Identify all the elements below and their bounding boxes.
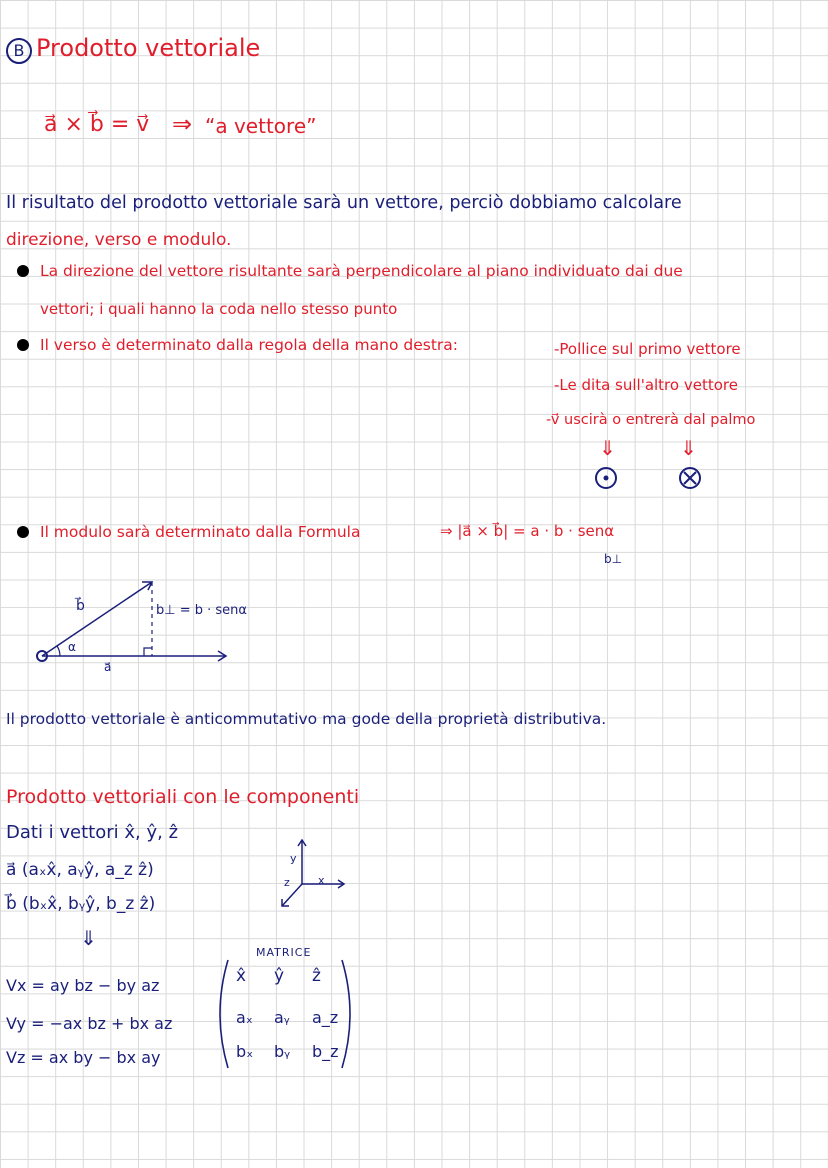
bullet-dot bbox=[17, 339, 29, 351]
matrix-cell: ẑ bbox=[312, 966, 321, 986]
bullet-dot bbox=[17, 265, 29, 277]
matrix-cell: bₓ bbox=[236, 1042, 254, 1061]
matrix-label: MATRICE bbox=[256, 946, 312, 959]
out-arrow: ⇓ bbox=[599, 436, 616, 460]
matrix-cell: bᵧ bbox=[274, 1042, 291, 1061]
diagram-b-label: b⃗ bbox=[76, 598, 85, 614]
matrix-cell: a_z bbox=[312, 1008, 339, 1027]
matrix-cell: x̂ bbox=[236, 966, 247, 986]
modulo-sub: b⊥ bbox=[604, 552, 623, 566]
components-down-arrow: ⇓ bbox=[80, 926, 97, 950]
vector-diagram bbox=[30, 570, 290, 680]
anticommutative-text: Il prodotto vettoriale è anticommutativo ma gode della proprietà distributiva. bbox=[6, 710, 607, 728]
matrix-cell: ŷ bbox=[274, 966, 285, 986]
intro-line-2: direzione, verso e modulo. bbox=[6, 230, 232, 250]
diagram-a-label: a⃗ bbox=[104, 660, 112, 674]
axis-x-label: x bbox=[318, 874, 325, 887]
section-badge: B bbox=[6, 38, 32, 64]
verso-step-3: -v⃗ uscirà o entrerà dal palmo bbox=[546, 412, 756, 428]
vx-formula: Vx = ay bz − by az bbox=[6, 976, 160, 995]
axis-z-label: z bbox=[284, 876, 290, 889]
in-arrow: ⇓ bbox=[680, 436, 697, 460]
formula-note: “a vettore” bbox=[205, 114, 317, 138]
components-heading: Prodotto vettoriali con le componenti bbox=[6, 786, 360, 808]
anticommutative-note bbox=[6, 710, 606, 728]
page-title bbox=[6, 34, 260, 64]
given-versors: Dati i vettori x̂, ŷ, ẑ bbox=[6, 822, 179, 843]
vector-in-icon bbox=[678, 466, 702, 490]
b-vector-components: b⃗ (bₓx̂, bᵧŷ, b_z ẑ) bbox=[6, 894, 156, 914]
vz-formula: Vz = ax by − bx ay bbox=[6, 1048, 161, 1067]
verso-step-1: -Pollice sul primo vettore bbox=[554, 340, 741, 358]
implies-arrow: ⇒ bbox=[172, 110, 193, 138]
modulo-formula: ⇒ |a⃗ × b⃗| = a · b · senα bbox=[440, 522, 615, 540]
modulo-lead: Il modulo sarà determinato dalla Formula bbox=[40, 523, 361, 541]
diagram-alpha-label: α bbox=[68, 640, 76, 654]
direzione-line-1: La direzione del vettore risultante sarà perpendicolare al piano individuato dai due bbox=[40, 262, 683, 280]
verso-step-2: -Le dita sull'altro vettore bbox=[554, 376, 738, 394]
bullet-dot bbox=[17, 526, 29, 538]
matrix-cell: aₓ bbox=[236, 1008, 253, 1027]
matrix-cell: aᵧ bbox=[274, 1008, 290, 1027]
formula-equation: a⃗ × b⃗ = v⃗ bbox=[44, 112, 150, 137]
intro-line-1: Il risultato del prodotto vettoriale sarà un vettore, perciò dobbiamo calcolare bbox=[6, 193, 682, 213]
axis-y-label: y bbox=[290, 852, 297, 865]
vy-formula: Vy = −ax bz + bx az bbox=[6, 1014, 173, 1033]
diagram-perp-label: b⊥ = b · senα bbox=[156, 603, 247, 618]
verso-lead: Il verso è determinato dalla regola della mano destra: bbox=[40, 336, 459, 354]
matrix-cell: b_z bbox=[312, 1042, 339, 1061]
page-title-text: Prodotto vettoriale bbox=[36, 34, 261, 62]
vector-out-icon bbox=[594, 466, 618, 490]
direzione-line-2: vettori; i quali hanno la coda nello stesso punto bbox=[40, 300, 398, 318]
a-vector-components: a⃗ (aₓx̂, aᵧŷ, a_z ẑ) bbox=[6, 860, 154, 880]
